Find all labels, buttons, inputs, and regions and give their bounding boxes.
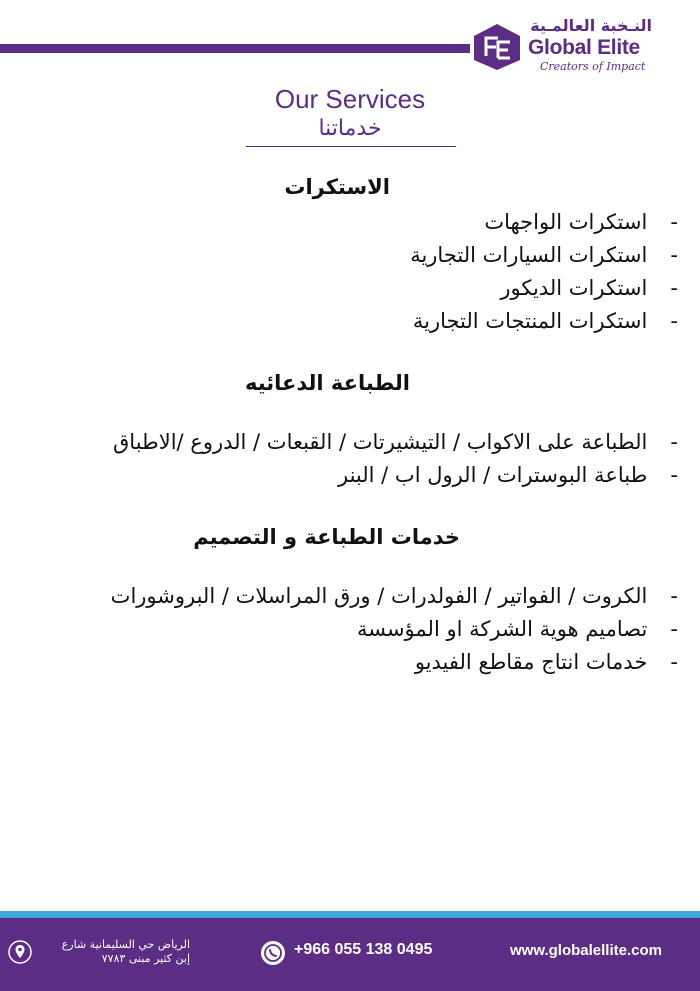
list-item [13,613,678,646]
list-item [13,580,678,613]
bullet-dash: - [670,430,678,454]
list-item [13,305,678,338]
bullet-dash: - [670,617,678,641]
bullet-dash: - [670,210,678,234]
bullet-dash: - [670,463,678,487]
logo-mark-icon [472,22,522,72]
section-promo-printing [13,364,678,492]
section-stickers [13,168,678,338]
item-text: تصاميم هوية الشركة او المؤسسة [356,617,648,641]
item-text: خدمات انتاج مقاطع الفيديو [414,650,648,674]
service-list [13,206,678,338]
section-heading: خدمات الطباعة و التصميم [193,525,460,549]
address-line-2: إبن كثير مبنى ٧٧٨٣ [101,952,190,965]
item-text: طباعة البوسترات / الرول اب / البنر [338,463,648,487]
company-logo [470,16,700,80]
section-print-design [13,518,678,679]
item-text: استكرات السيارات التجارية [410,243,648,267]
location-pin-icon [8,940,32,964]
item-text: استكرات الواجهات [484,210,648,234]
page-title-arabic: خدماتنا [318,116,382,141]
header-band [0,44,470,53]
list-item [13,206,678,239]
logo-english-name: Global Elite [528,36,640,59]
item-text: الكروت / الفواتير / الفولدرات / ورق المراسلات / البروشورات [110,584,648,608]
logo-arabic-name: النـخبة العالمـية [530,16,652,35]
list-item [13,646,678,679]
footer [0,918,700,991]
item-text: استكرات المنتجات التجارية [412,309,648,333]
footer-accent-stripe [0,911,700,918]
bullet-dash: - [670,243,678,267]
section-heading: الاستكرات [284,175,390,199]
service-list [13,426,678,492]
logo-tagline: Creators of Impact [540,60,646,73]
list-item [13,272,678,305]
section-heading: الطباعة الدعائيه [244,371,410,395]
bullet-dash: - [670,276,678,300]
title-underline [246,146,456,147]
service-list [13,580,678,679]
address-line-1: الرياض حي السليمانية شارع [61,938,190,951]
list-item [13,239,678,272]
footer-website: www.globalellite.com [510,942,662,959]
item-text: استكرات الديكور [500,276,648,300]
bullet-dash: - [670,650,678,674]
list-item [13,459,678,492]
services-content [13,168,678,679]
footer-phone: +966 055 138 0495 [294,941,433,958]
whatsapp-icon [260,940,286,966]
footer-address [40,938,190,966]
page-title-english: Our Services [274,84,426,114]
list-item [13,426,678,459]
bullet-dash: - [670,309,678,333]
item-text: الطباعة على الاكواب / التيشيرتات / القبعات / الدروع /الاطباق [113,430,648,454]
bullet-dash: - [670,584,678,608]
